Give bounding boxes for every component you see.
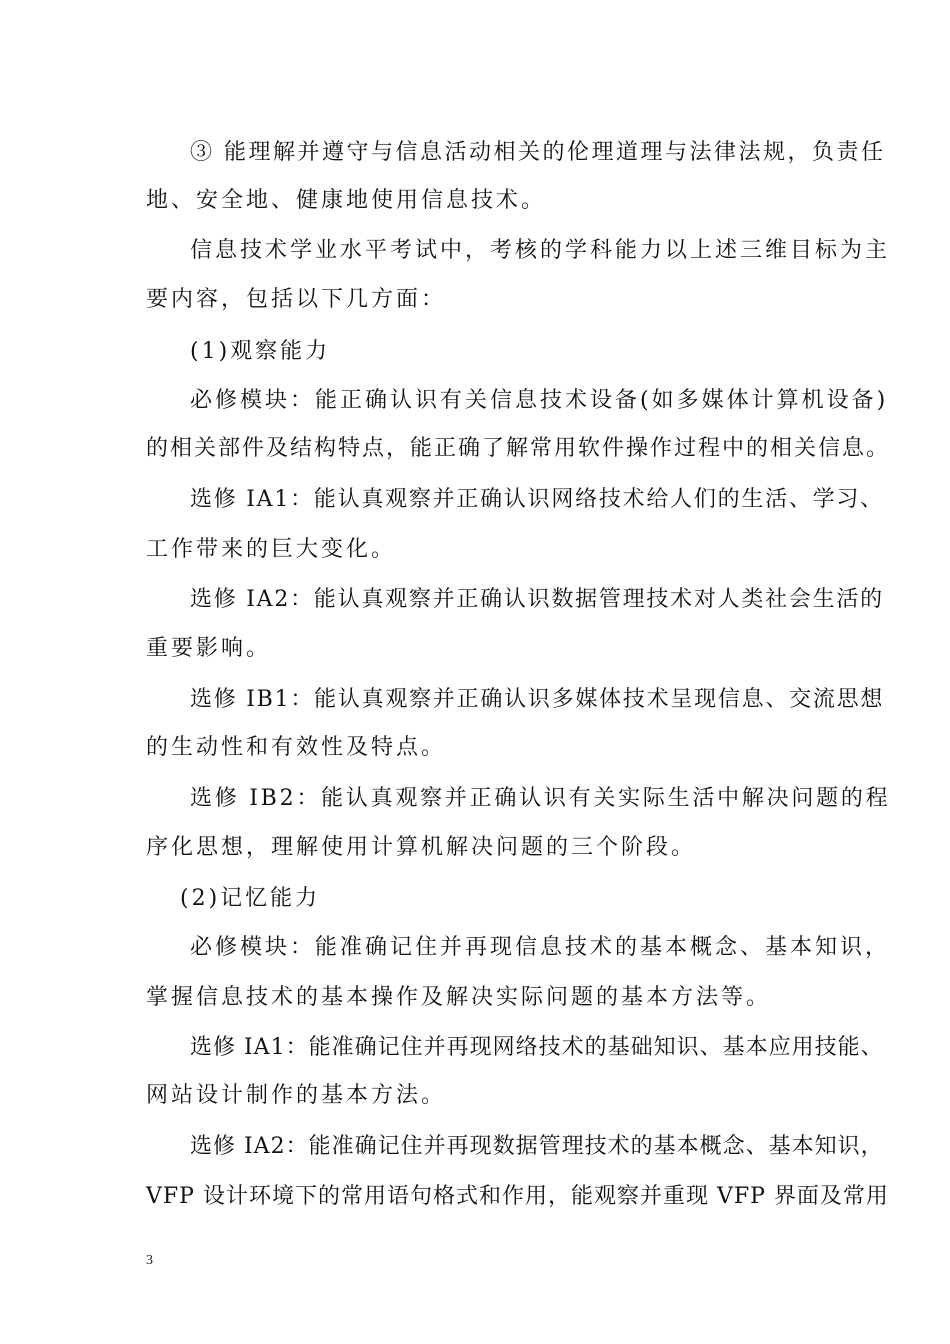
text-line-6: 必修模块：能正确认识有关信息技术设备(如多媒体计算机设备): [190, 388, 889, 413]
text-line-18: 掌握信息技术的基本操作及解决实际问题的基本方法等。: [146, 985, 772, 1010]
page-number: 3: [146, 1253, 153, 1268]
section-heading-observation: (1)观察能力: [190, 339, 331, 364]
text-line-12: 选修 IB1：能认真观察并正确认识多媒体技术呈现信息、交流思想: [190, 687, 885, 712]
text-line-15: 序化思想，理解使用计算机解决问题的三个阶段。: [146, 835, 697, 860]
text-line-4: 要内容，包括以下几方面：: [146, 287, 447, 312]
text-line-10: 选修 IA2：能认真观察并正确认识数据管理技术对人类社会生活的: [190, 587, 884, 612]
text-line-8: 选修 IA1：能认真观察并正确认识网络技术给人们的生活、学习、: [190, 487, 884, 512]
text-line-13: 的生动性和有效性及特点。: [146, 735, 447, 760]
text-line-20: 网站设计制作的基本方法。: [146, 1083, 447, 1108]
text-line-2: 地、安全地、健康地使用信息技术。: [146, 188, 547, 213]
text-line-1: ③ 能理解并遵守与信息活动相关的伦理道理与法律法规，负责任: [190, 140, 886, 165]
text-line-7: 的相关部件及结构特点，能正确了解常用软件操作过程中的相关信息。: [146, 436, 891, 461]
text-line-11: 重要影响。: [146, 636, 272, 661]
section-heading-memory: (2)记忆能力: [180, 886, 321, 911]
text-line-17: 必修模块：能准确记住并再现信息技术的基本概念、基本知识，: [190, 935, 891, 960]
text-line-22: VFP 设计环境下的常用语句格式和作用，能观察并重现 VFP 界面及常用: [146, 1184, 889, 1209]
text-line-3: 信息技术学业水平考试中，考核的学科能力以上述三维目标为主: [190, 238, 891, 263]
text-line-19: 选修 IA1：能准确记住并再现网络技术的基础知识、基本应用技能、: [190, 1035, 884, 1060]
text-line-21: 选修 IA2：能准确记住并再现数据管理技术的基本概念、基本知识，: [190, 1134, 884, 1159]
text-line-14: 选修 IB2：能认真观察并正确认识有关实际生活中解决问题的程: [190, 786, 891, 811]
text-line-9: 工作带来的巨大变化。: [146, 537, 397, 562]
